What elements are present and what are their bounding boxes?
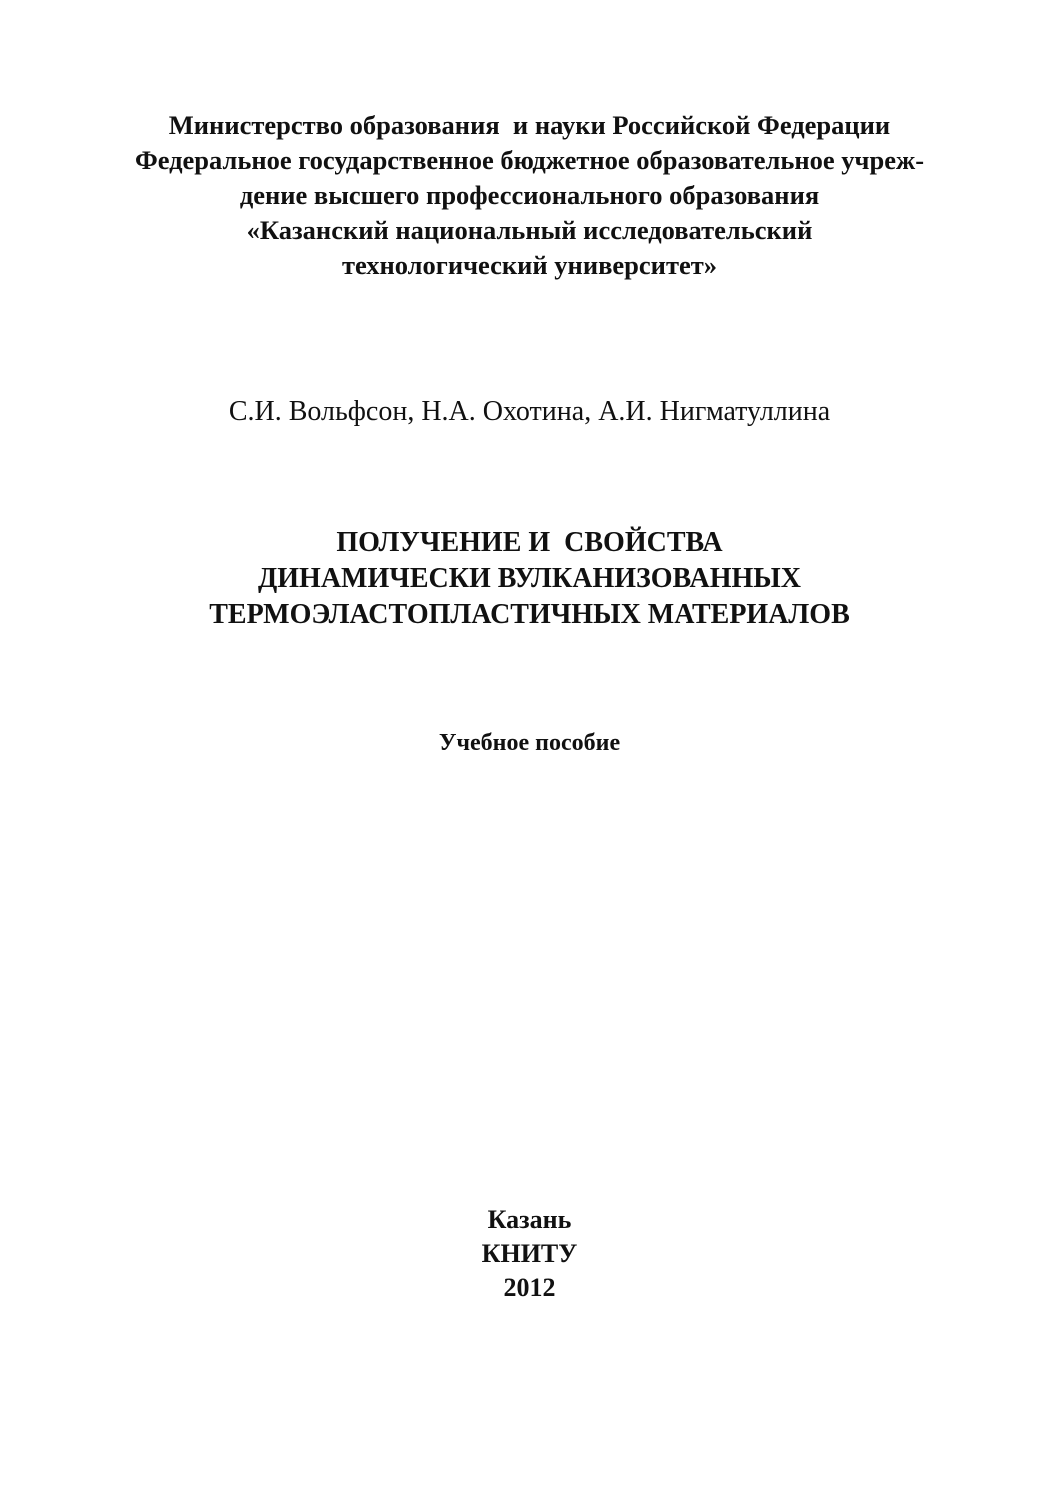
book-title-line-3: ТЕРМОЭЛАСТОПЛАСТИЧНЫХ МАТЕРИАЛОВ <box>209 599 850 630</box>
institution-line-ministry: Министерство образования и науки Российской Федерации <box>168 110 891 140</box>
book-title <box>0 525 1059 633</box>
institution-line-federal: Федеральное государственное бюджетное образовательное учреж- <box>134 145 925 175</box>
authors-line: С.И. Вольфсон, Н.А. Охотина, А.И. Нигматуллина <box>228 396 831 427</box>
institution-line-technological: технологический университет» <box>342 250 717 280</box>
book-title-line-1: ПОЛУЧЕНИЕ И СВОЙСТВА <box>336 527 723 558</box>
imprint-city: Казань <box>487 1205 572 1234</box>
imprint <box>0 1203 1059 1305</box>
book-type-label: Учебное пособие <box>438 730 621 756</box>
book-title-line-2: ДИНАМИЧЕСКИ ВУЛКАНИЗОВАННЫХ <box>258 563 801 594</box>
book-type <box>0 727 1059 759</box>
institution-line-university: «Казанский национальный исследовательский <box>246 215 813 245</box>
imprint-publisher: КНИТУ <box>481 1239 578 1268</box>
imprint-year: 2012 <box>503 1273 556 1302</box>
authors <box>0 394 1059 430</box>
institution-line-education: дение высшего профессионального образования <box>239 180 820 210</box>
institution-header <box>0 108 1059 283</box>
